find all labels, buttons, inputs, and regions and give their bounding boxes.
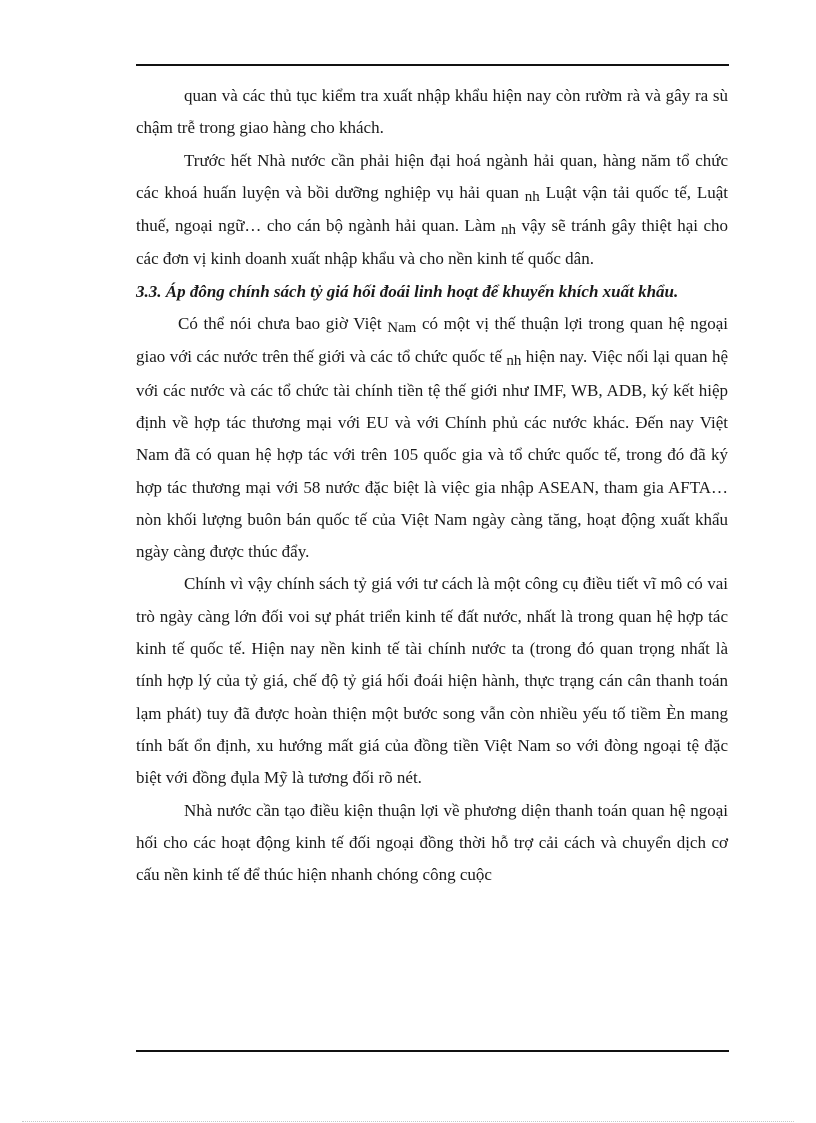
section-heading: 3.3. Áp đông chính sách tỷ giá hối đoái linh hoạt để khuyến khích xuất khẩu. — [136, 281, 679, 301]
paragraph-4: Chính vì vậy chính sách tỷ giá với tư cách là một công cụ điều tiết vĩ mô có vai trò ngày càng lớn đối voi sự phát triển kinh tế đất nước, nhất là trong quan hệ hợp tác kinh tế quốc tế. Hiện nay nền kinh tế tài chính nước ta (trong đó quan trọng nhất là tính hợp lý của tỷ giá, chế độ tỷ giá hối đoái hiện hành, thực trạng cán cân thanh toán lạm phát) tuy đã được hoàn thiện một bước song vẫn còn nhiều yếu tố tiềm Èn mang tính bất ổn định, xu hướng mất giá của đồng tiền Việt Nam so với đòng ngoại tệ đặc biệt với đồng đụla Mỹ là tương đối rõ nét. — [136, 574, 728, 788]
paragraph-2: Trước hết Nhà nước cần phải hiện đại hoá ngành hải quan, hàng năm tổ chức các khoá huấn luyện và bồi dưỡng nghiệp vụ hải quan nh Luật vận tải quốc tế, Luật thuế, ngoại ngữ… cho cán bộ ngành hải quan. Làm nh vậy sẽ tránh gây thiệt hại cho các đơn vị kinh doanh xuất nhập khẩu và cho nền kinh tế quốc dân. — [136, 150, 729, 269]
page-edge-dots — [22, 1121, 794, 1122]
paragraph-3: Có thể nói chưa bao giờ Việt Nam có một vị thế thuận lợi trong quan hệ ngoại giao với các nước trên thế giới và các tổ chức quốc tế nh hiện nay. Việc nối lại quan hệ với các nước và các tổ chức tài chính tiền tệ thế giới như IMF, WB, ADB, ký kết hiệp định về hợp tác thương mại với EU và với Chính phủ các nước khác. Đến nay Việt Nam đã có quan hệ hợp tác với trên 105 quốc gia và tổ chức quốc tế, trong đó đã ký hợp tác thương mại với 58 nước đặc biệt là việc gia nhập ASEAN, tham gia AFTA…nòn khối lượng buôn bán quốc tế của Việt Nam ngày càng tăng, hoạt động xuất khẩu ngày càng được thúc đẩy. — [136, 314, 729, 562]
paragraph-1: quan và các thủ tục kiểm tra xuất nhập khẩu hiện nay còn rườm rà và gây ra sù chậm trễ trong giao hàng cho khách. — [136, 86, 728, 138]
subscript-nh: nh — [524, 188, 540, 205]
subscript-nh: nh — [501, 222, 517, 239]
header-rule — [136, 64, 729, 66]
paragraph-5: Nhà nước cần tạo điều kiện thuận lợi về phương diện thanh toán quan hệ ngoại hối cho các hoạt động kinh tế đối ngoại đồng thời hỗ trợ cải cách và chuyển dịch cơ cấu nền kinh tế để thúc hiện nhanh chóng công cuộc — [136, 800, 728, 885]
subscript-nh: nh — [506, 353, 522, 370]
footer-rule — [136, 1050, 729, 1052]
document-body — [136, 80, 728, 891]
subscript-nam: Nam — [387, 320, 417, 337]
